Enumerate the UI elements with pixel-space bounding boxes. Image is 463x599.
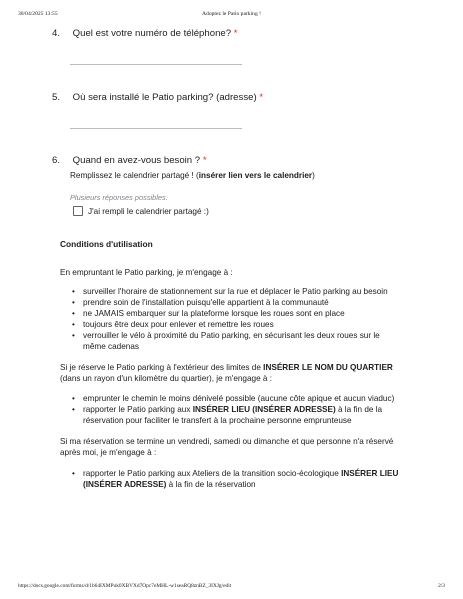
question-5 (52, 92, 263, 103)
list-item: • rapporter le Patio parking aux Ateliers de la transition socio-écologique INSÉRER LIEU (INSÉRER ADRESSE) à la fin de la réservation (72, 468, 402, 490)
question-text: Quel est votre numéro de téléphone? (72, 28, 232, 39)
conditions-title: Conditions d'utilisation (60, 239, 153, 249)
calendar-instruction: Remplissez le calendrier partagé ! (insérer lien vers le calendrier) (70, 171, 315, 180)
print-url: https://docs.google.com/forms/d/1b64IXMPuk0XBVXd7Opc7eMHL-w1seaRQ8znBZ_3IXJg/edit (18, 583, 232, 589)
weekend-commitments-list (72, 468, 402, 490)
page-number: 2/3 (438, 583, 445, 589)
question-4 (52, 28, 237, 39)
list-item: • ne JAMAIS embarquer sur la plateforme lorsque les roues sont en place (72, 308, 402, 319)
weekend-paragraph: Si ma réservation se termine un vendredi, samedi ou dimanche et que personne n'a réservé après moi, je m'engage à : (60, 437, 394, 457)
list-item: • rapporter le Patio parking aux INSÉRER LIEU (INSÉRER ADRESSE) à la fin de la réservation pour faciliter le transfert à la prochaine personne emprunteuse (72, 404, 402, 426)
list-item: • prendre soin de l'installation puisqu'elle appartient à la communauté (72, 297, 402, 308)
question-number: 5. (52, 92, 61, 103)
print-timestamp: 30/04/2025 13:55 (18, 11, 58, 17)
outside-limits-paragraph: Si je réserve le Patio parking à l'extérieur des limites de INSÉRER LE NOM DU QUARTIER (dans un rayon d'un kilomètre du quartier), je m'engage à : (60, 363, 393, 383)
print-title: Adoptez le Patio parking ! (201, 11, 262, 17)
question-text: Où sera installé le Patio parking? (adresse) (72, 92, 257, 103)
required-asterisk: * (259, 92, 264, 103)
calendar-checkbox-option[interactable] (73, 206, 209, 216)
question-number: 4. (52, 28, 61, 39)
list-item: • toujours être deux pour enlever et remettre les roues (72, 319, 402, 330)
list-item: • verrouiller le vélo à proximité du Patio parking, en sécurisant les deux roues sur le même cadenas (72, 330, 402, 352)
list-item: • surveiller l'horaire de stationnement sur la rue et déplacer le Patio parking au besoin (72, 286, 402, 297)
commitments-list (72, 286, 402, 352)
location-placeholder: INSÉRER LIEU (INSÉRER ADRESSE) (83, 469, 399, 489)
conditions-intro: En empruntant le Patio parking, je m'engage à : (60, 268, 233, 277)
question-6 (52, 155, 207, 166)
required-asterisk: * (202, 155, 207, 166)
list-item: • emprunter le chemin le moins dénivelé possible (aucune côte apique et aucun viaduc) (72, 393, 402, 404)
location-placeholder: INSÉRER LIEU (INSÉRER ADRESSE) (192, 405, 336, 414)
phone-answer-field[interactable] (70, 64, 242, 65)
question-text: Quand en avez-vous besoin ? (72, 155, 201, 166)
calendar-link-placeholder: insérer lien vers le calendrier (198, 171, 313, 180)
checkbox[interactable] (73, 206, 83, 216)
question-number: 6. (52, 155, 61, 166)
multiple-answers-hint: Plusieurs réponses possibles. (70, 193, 168, 202)
neighbourhood-placeholder: INSÉRER LE NOM DU QUARTIER (263, 363, 393, 372)
outside-commitments-list (72, 393, 402, 426)
address-answer-field[interactable] (70, 128, 242, 129)
checkbox-label: J'ai rempli le calendrier partagé :) (88, 206, 209, 216)
required-asterisk: * (233, 28, 238, 39)
